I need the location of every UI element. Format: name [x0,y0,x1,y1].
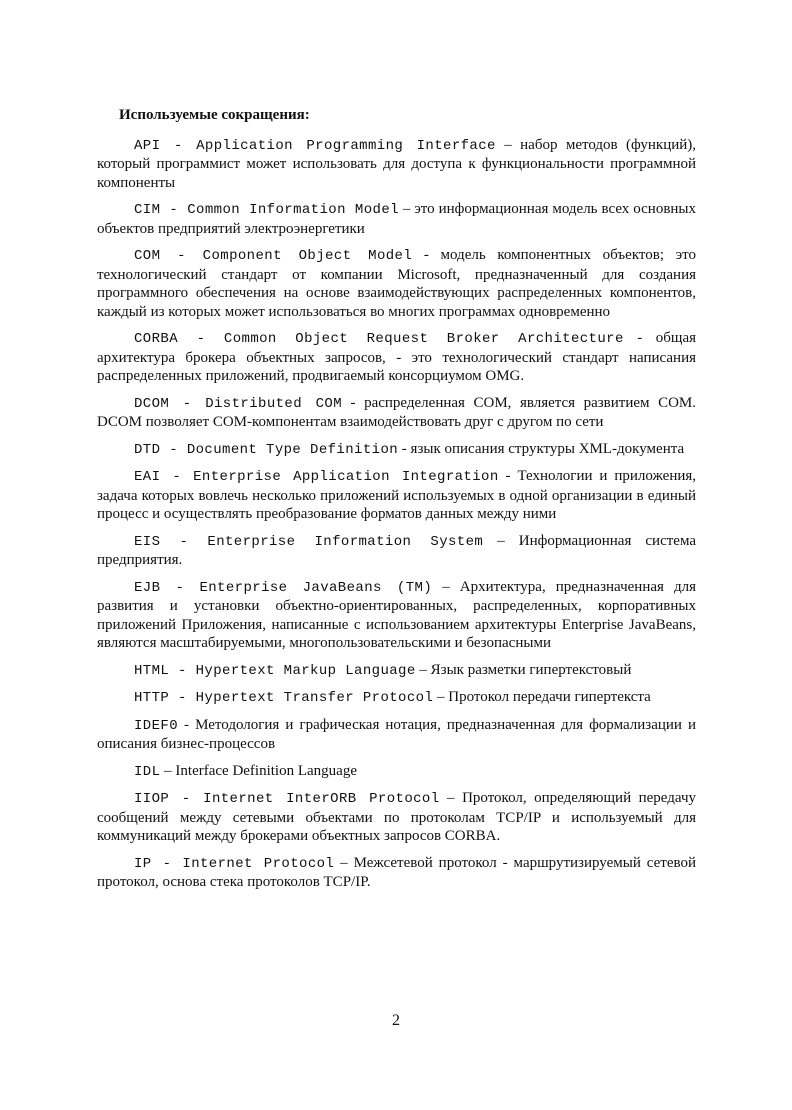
separator: - [160,441,187,458]
abbreviation-term: HTTP [134,690,170,706]
abbreviation-term: DCOM [134,395,170,412]
abbreviation-term: EJB [134,579,161,596]
separator: – [439,790,463,806]
separator: – [334,854,354,871]
separator: – [432,578,460,595]
separator: – [160,762,176,779]
abbreviation-entry [97,329,696,386]
abbreviation-entry [97,136,696,193]
abbreviation-term: EIS [134,533,161,550]
abbreviation-expansion: Common Object Request Broker Architecture [223,331,624,347]
separator: - [178,716,196,733]
separator: - [160,202,188,218]
separator: - [342,394,365,411]
abbreviation-term: HTML [134,662,170,679]
separator: - [160,469,194,485]
separator: - [160,248,203,264]
abbreviation-term: IDEF0 [134,717,179,734]
abbreviation-description: Interface Definition Language [175,762,357,779]
abbreviation-entry [97,661,696,681]
separator: - [623,330,656,346]
abbreviation-description: набор методов (функций), который программист может использовать для доступа к функциональности программной компоненты [97,136,697,191]
separator: - [160,579,200,596]
document-page [97,106,696,900]
separator: - [178,331,224,347]
abbreviation-expansion: Enterprise Information System [207,533,484,550]
separator: – [433,689,449,705]
abbreviation-expansion: Hypertext Transfer Protocol [195,690,434,706]
separator: - [412,247,441,263]
abbreviation-term: EAI [134,469,161,485]
abbreviation-term: API [134,137,161,154]
separator: - [169,690,196,706]
abbreviation-term: COM [134,248,161,264]
abbreviation-description: это информационная модель всех основных объектов предприятий электроэнергетики [97,201,697,237]
separator: – [495,136,521,153]
abbreviation-entry [97,200,696,238]
abbreviation-description: модель компонентных объектов; это технологический стандарт от компании Microsoft, предназначенный для создания программного обеспечения на основе взаимодействующих распределенных компонентов, каждый из которых может использоваться во многих программах одновременно [97,247,696,320]
page-number: 2 [392,1012,400,1029]
abbreviation-entry [97,762,696,782]
abbreviation-entry [97,688,696,708]
abbreviation-term: IIOP [134,791,170,807]
abbreviation-expansion: Component Object Model [202,248,413,264]
abbreviation-entry [97,440,696,460]
abbreviation-term: CORBA [134,331,179,347]
abbreviation-expansion: Distributed COM [205,395,343,412]
abbreviation-term: CIM [134,202,161,218]
abbreviation-description: распределенная COM, является развитием COM. DCOM позволяет COM-компонентам взаимодействовать друг с другом по сети [97,394,696,430]
separator: – [398,201,415,217]
abbreviation-expansion: Internet InterORB Protocol [203,791,440,807]
abbreviation-expansion: Enterprise Application Integration [193,469,499,485]
abbreviation-description: Методология и графическая нотация, предназначенная для формализации и описания бизнес-процессов [97,716,697,752]
abbreviation-expansion: Application Programming Interface [196,137,496,154]
abbreviation-expansion: Document Type Definition [186,441,399,458]
abbreviation-entry [97,532,696,570]
abbreviation-expansion: Internet Protocol [182,855,335,872]
abbreviation-description: язык описания структуры XML-документа [410,440,685,457]
abbreviation-description: общая архитектура брокера объектных запросов, - это технологический стандарт написания распределенных приложений, продвигаемый консорциумом OMG. [97,330,697,384]
abbreviation-description: Информационная система предприятия. [97,532,697,568]
abbreviation-description: Протокол передачи гипертекста [448,689,651,705]
separator: - [169,662,196,679]
abbreviation-entry [97,854,696,892]
abbreviation-entry [97,716,696,754]
abbreviation-term: IP [134,855,152,872]
separator: - [398,440,411,457]
separator: – [483,532,519,549]
separator: - [151,855,183,872]
abbreviation-entry [97,578,696,653]
abbreviation-description: Межсетевой протокол - маршрутизируемый сетевой протокол, основа стека протоколов TCP/IP. [97,854,697,890]
abbreviation-description: Архитектура, предназначенная для развития и установки объектно-ориентированных, распределенных, корпоративных приложений Приложения, написанные с использованием архитектуры Enterprise JavaBeans, являются масштабируемыми, многопользовательскими и безопасными [97,578,696,651]
abbreviation-entry [97,789,696,846]
abbreviation-expansion: Hypertext Markup Language [195,662,416,679]
abbreviation-description: Технологии и приложения, задача которых вовлечь несколько приложений используемых в одной организации в единый процесс и осуществлять преобразование форматов данных между ними [97,468,697,522]
abbreviation-list [97,136,696,892]
abbreviation-entry [97,467,696,524]
section-heading: Используемые сокращения: [119,107,310,123]
abbreviation-term: IDL [134,763,161,780]
abbreviation-description: Язык разметки гипертекстовый [430,661,632,678]
abbreviation-term: DTD [134,441,161,458]
separator: - [160,137,197,154]
separator: – [415,661,431,678]
abbreviation-description: Протокол, определяющий передачу сообщений между сетевыми объектами по протоколам TCP/IP и используемый для коммуникаций между брокерами объектных запросов CORBA. [97,790,696,844]
separator: - [169,791,204,807]
separator: - [169,395,206,412]
abbreviation-entry [97,246,696,321]
separator: - [160,533,208,550]
separator: - [498,468,518,484]
abbreviation-expansion: Common Information Model [187,202,399,218]
abbreviation-entry [97,394,696,432]
abbreviation-expansion: Enterprise JavaBeans (TM) [199,579,433,596]
